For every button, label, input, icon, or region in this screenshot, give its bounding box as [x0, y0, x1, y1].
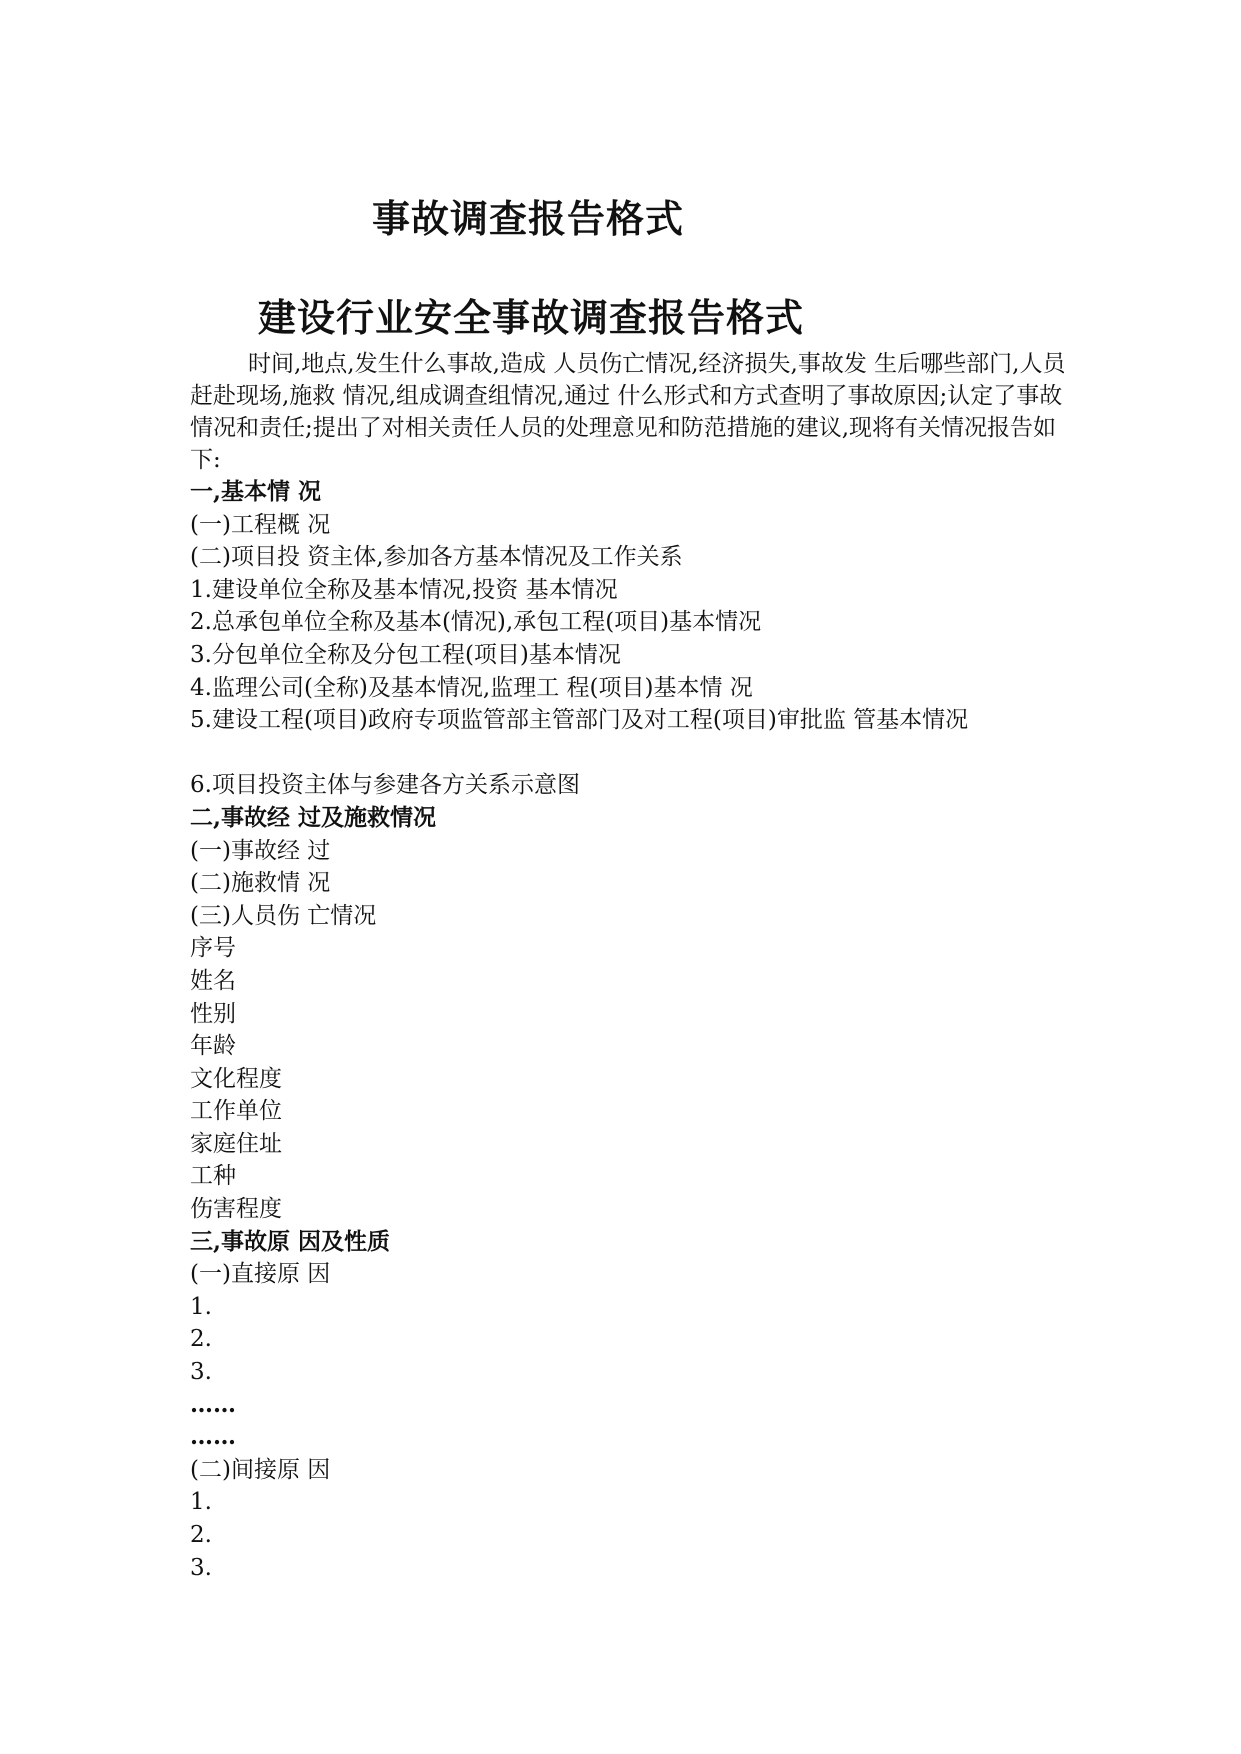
- field-label: 工作单位: [190, 1098, 282, 1125]
- field-label: 年龄: [190, 1033, 236, 1060]
- subsection-investors: (二)项目投 资主体,参加各方基本情况及工作关系: [190, 544, 683, 571]
- list-item: 2.: [190, 1326, 212, 1353]
- list-item: 1.建设单位全称及基本情况,投资 基本情况: [190, 576, 618, 603]
- section-heading-basic-info: 一,基本情 况: [190, 478, 322, 505]
- list-item: 1.: [190, 1293, 212, 1320]
- document-body: [190, 476, 1090, 1584]
- list-item: 5.建设工程(项目)政府专项监管部主管部门及对工程(项目)审批监 管基本情况: [190, 707, 969, 734]
- intro-paragraph: 时间,地点,发生什么事故,造成 人员伤亡情况,经济损失,事故发 生后哪些部门,人员赶赴现场,施救 情况,组成调查组情况,通过 什么形式和方式查明了事故原因;认定了事故情况和责任;提出了对相关责任人员的处理意见和防范措施的建议,现将有关情况报告如下:: [190, 351, 1066, 473]
- field-label: 文化程度: [190, 1065, 282, 1092]
- subsection-casualties: (三)人员伤 亡情况: [190, 902, 377, 929]
- list-item: 4.监理公司(全称)及基本情况,监理工 程(项目)基本情 况: [190, 674, 753, 701]
- field-label: 序号: [190, 935, 236, 962]
- list-item: 2.: [190, 1522, 212, 1548]
- ellipsis: ……: [190, 1390, 236, 1418]
- field-label: 姓名: [190, 967, 236, 994]
- subsection-accident-process: (一)事故经 过: [190, 837, 331, 864]
- list-item: 3.: [190, 1359, 212, 1386]
- ellipsis: ……: [190, 1423, 236, 1451]
- list-item: 1.: [190, 1489, 212, 1516]
- list-item: 3.: [190, 1554, 212, 1581]
- subsection-direct-cause: (一)直接原 因: [190, 1261, 331, 1288]
- list-item: 6.项目投资主体与参建各方关系示意图: [190, 772, 580, 799]
- subsection-rescue: (二)施救情 况: [190, 870, 331, 897]
- list-item: 3.分包单位全称及分包工程(项目)基本情况: [190, 641, 621, 668]
- section-heading-cause: 三,事故原 因及性质: [190, 1227, 391, 1255]
- field-label: 家庭住址: [190, 1130, 282, 1157]
- subsection-indirect-cause: (二)间接原 因: [190, 1456, 331, 1483]
- document-title: 事故调查报告格式: [372, 196, 685, 241]
- field-label: 性别: [190, 1000, 236, 1027]
- section-heading-accident-process: 二,事故经 过及施救情况: [190, 803, 437, 831]
- list-item: 2.总承包单位全称及基本(情况),承包工程(项目)基本情况: [190, 609, 762, 636]
- subsection-project-overview: (一)工程概 况: [190, 511, 331, 538]
- field-label: 工种: [190, 1163, 236, 1190]
- document-subtitle: 建设行业安全事故调查报告格式: [258, 295, 805, 340]
- field-label: 伤害程度: [190, 1196, 282, 1223]
